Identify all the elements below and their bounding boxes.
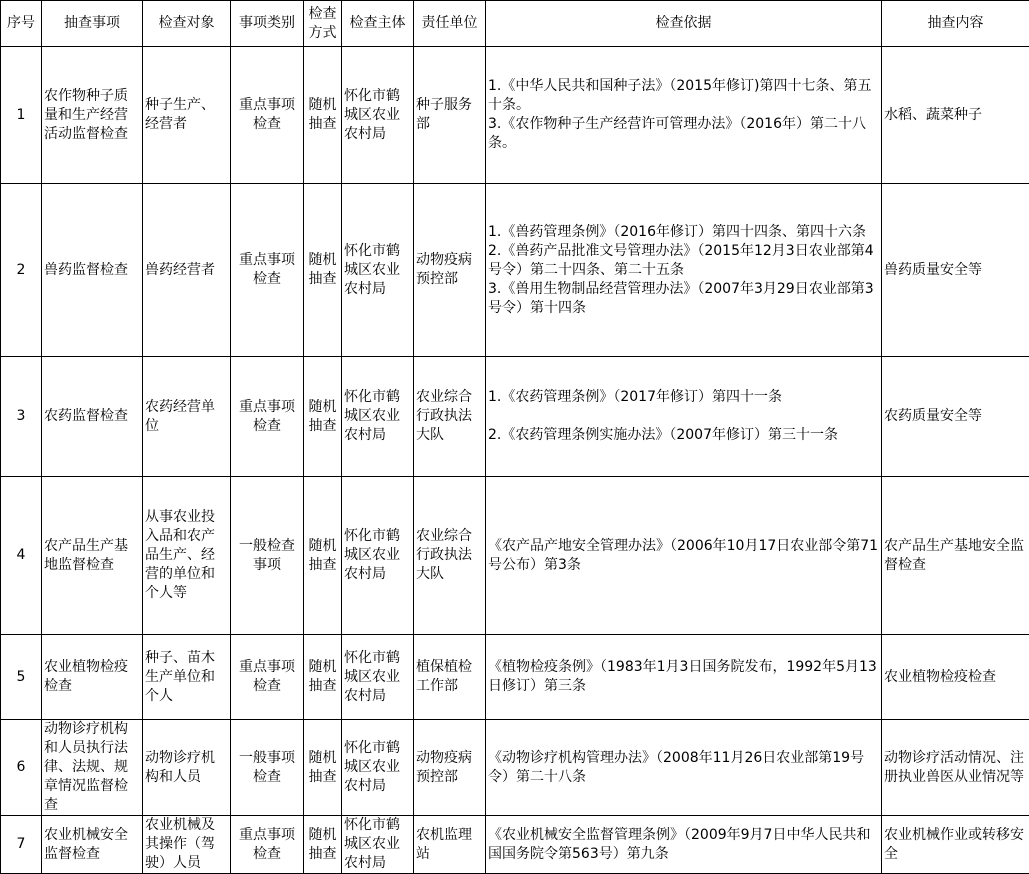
cell-basis (486, 357, 882, 477)
cell-seq: 3 (1, 357, 42, 477)
basis-line: 1.《农药管理条例》（2017年修订）第四十一条 (488, 388, 879, 407)
header-item: 抽查事项 (42, 1, 143, 47)
cell-basis (486, 184, 882, 357)
cell-content: 农业机械作业或转移安全 (882, 816, 1029, 874)
basis-line: 1.《中华人民共和国种子法》（2015年修订)第四十七条、第五十条。 (488, 77, 879, 115)
cell-target: 种子、苗木生产单位和个人 (143, 635, 231, 720)
header-target: 检查对象 (143, 1, 231, 47)
basis-line: 3.《兽用生物制品经营管理办法》（2007年3月29日农业部第3号令）第十四条 (488, 280, 879, 318)
cell-method: 随机抽查 (304, 47, 342, 184)
cell-unit: 农机监理站 (414, 816, 486, 874)
cell-method: 随机抽查 (304, 720, 342, 816)
cell-method: 随机抽查 (304, 816, 342, 874)
cell-seq: 5 (1, 635, 42, 720)
header-row (1, 1, 1029, 47)
cell-unit: 种子服务部 (414, 47, 486, 184)
cell-basis (486, 635, 882, 720)
cell-basis (486, 47, 882, 184)
cell-content: 水稻、蔬菜种子 (882, 47, 1029, 184)
cell-item: 动物诊疗机构和人员执行法律、法规、规章情况监督检查 (42, 720, 143, 816)
basis-line: 2.《农药管理条例实施办法》（2007年修订）第三十一条 (488, 426, 879, 445)
cell-unit: 动物疫病预控部 (414, 720, 486, 816)
cell-category: 重点事项检查 (231, 184, 304, 357)
cell-method: 随机抽查 (304, 357, 342, 477)
cell-target: 农业机械及其操作（驾驶）人员 (143, 816, 231, 874)
cell-item: 农产品生产基地监督检查 (42, 477, 143, 635)
header-category: 事项类别 (231, 1, 304, 47)
header-method: 检查方式 (304, 1, 342, 47)
cell-seq: 1 (1, 47, 42, 184)
cell-target: 农药经营单位 (143, 357, 231, 477)
cell-subject: 怀化市鹤城区农业农村局 (342, 357, 414, 477)
cell-category: 一般事项检查 (231, 720, 304, 816)
table-row (1, 477, 1029, 635)
header-basis: 检查依据 (486, 1, 882, 47)
cell-unit: 农业综合行政执法大队 (414, 477, 486, 635)
cell-item: 农业机械安全监督检查 (42, 816, 143, 874)
cell-item: 农业植物检疫检查 (42, 635, 143, 720)
basis-line: 《植物检疫条例》（1983年1月3日国务院发布，1992年5月13日修订）第三条 (488, 658, 879, 696)
cell-subject: 怀化市鹤城区农业农村局 (342, 720, 414, 816)
cell-target: 兽药经营者 (143, 184, 231, 357)
cell-subject: 怀化市鹤城区农业农村局 (342, 184, 414, 357)
cell-seq: 6 (1, 720, 42, 816)
cell-target: 种子生产、经营者 (143, 47, 231, 184)
cell-method: 随机抽查 (304, 184, 342, 357)
cell-category: 重点事项检查 (231, 635, 304, 720)
cell-seq: 7 (1, 816, 42, 874)
cell-unit: 植保植检工作部 (414, 635, 486, 720)
header-subject: 检查主体 (342, 1, 414, 47)
cell-target: 动物诊疗机构和人员 (143, 720, 231, 816)
header-unit: 责任单位 (414, 1, 486, 47)
table-row (1, 184, 1029, 357)
cell-item: 农药监督检查 (42, 357, 143, 477)
cell-target: 从事农业投入品和农产品生产、经营的单位和个人等 (143, 477, 231, 635)
cell-basis (486, 816, 882, 874)
cell-category: 重点事项检查 (231, 816, 304, 874)
cell-method: 随机抽查 (304, 635, 342, 720)
table-row (1, 720, 1029, 816)
table-row (1, 357, 1029, 477)
cell-unit: 农业综合行政执法大队 (414, 357, 486, 477)
cell-category: 重点事项检查 (231, 47, 304, 184)
cell-method: 随机抽查 (304, 477, 342, 635)
cell-subject: 怀化市鹤城区农业农村局 (342, 47, 414, 184)
cell-seq: 4 (1, 477, 42, 635)
basis-line: 《农产品产地安全管理办法》（2006年10月17日农业部令第71号公布）第3条 (488, 537, 879, 575)
table-row (1, 816, 1029, 874)
cell-subject: 怀化市鹤城区农业农村局 (342, 635, 414, 720)
cell-basis (486, 720, 882, 816)
basis-line: 1.《兽药管理条例》（2016年修订）第四十四条、第四十六条 (488, 223, 879, 242)
cell-item: 农作物种子质量和生产经营活动监督检查 (42, 47, 143, 184)
table-row (1, 635, 1029, 720)
header-seq: 序号 (1, 1, 42, 47)
basis-line: 《农业机械安全监督管理条例》（2009年9月7日中华人民共和国国务院令第563号）第九条 (488, 826, 879, 864)
cell-content: 动物诊疗活动情况、注册执业兽医从业情况等 (882, 720, 1029, 816)
cell-category: 重点事项检查 (231, 357, 304, 477)
cell-category: 一般检查事项 (231, 477, 304, 635)
header-content: 抽查内容 (882, 1, 1029, 47)
cell-content: 农药质量安全等 (882, 357, 1029, 477)
cell-basis (486, 477, 882, 635)
cell-content: 农产品生产基地安全监督检查 (882, 477, 1029, 635)
cell-subject: 怀化市鹤城区农业农村局 (342, 477, 414, 635)
table-body (1, 47, 1029, 874)
cell-unit: 动物疫病预控部 (414, 184, 486, 357)
basis-line: 《动物诊疗机构管理办法》（2008年11月26日农业部第19号令）第二十八条 (488, 749, 879, 787)
basis-line: 2.《兽药产品批准文号管理办法》（2015年12月3日农业部第4号令）第二十四条、第二十五条 (488, 242, 879, 280)
basis-line: 3.《农作物种子生产经营许可管理办法》（2016年）第二十八条。 (488, 115, 879, 153)
cell-subject: 怀化市鹤城区农业农村局 (342, 816, 414, 874)
table-row (1, 47, 1029, 184)
cell-seq: 2 (1, 184, 42, 357)
cell-content: 兽药质量安全等 (882, 184, 1029, 357)
cell-content: 农业植物检疫检查 (882, 635, 1029, 720)
cell-item: 兽药监督检查 (42, 184, 143, 357)
